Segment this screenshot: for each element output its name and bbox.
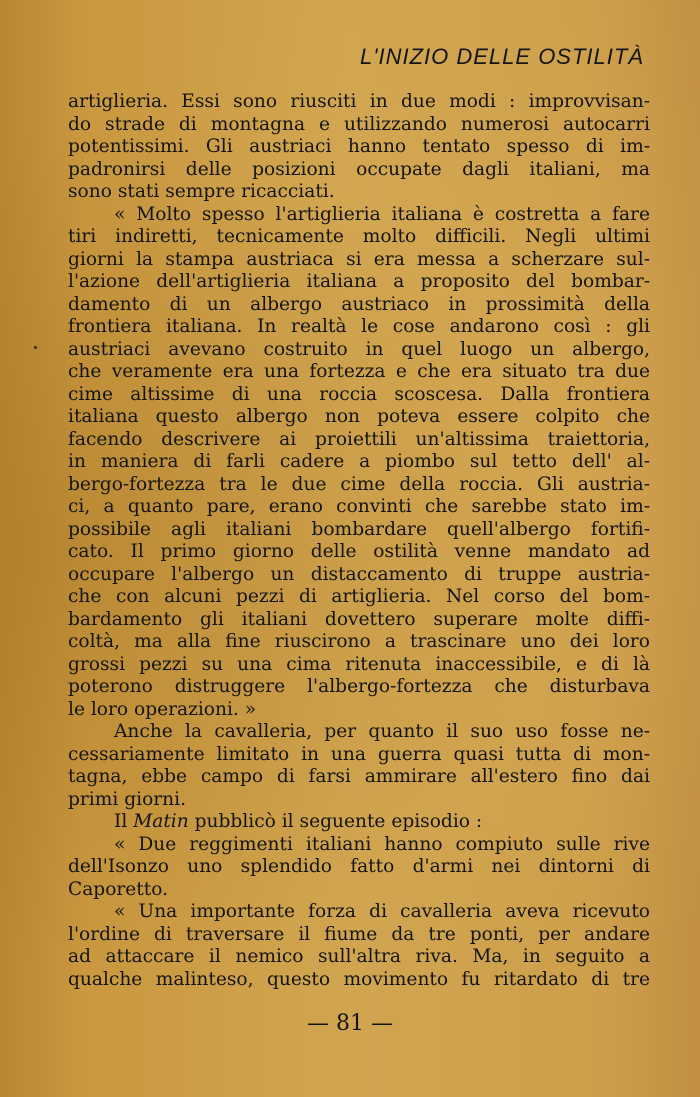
text-line: cime altissime di una roccia scoscesa. Dalla frontiera — [68, 383, 650, 405]
text-line: Anche la cavalleria, per quanto il suo uso fosse ne- — [114, 721, 650, 742]
text-line: Caporetto. — [68, 878, 169, 900]
newspaper-title: Matin — [133, 811, 189, 832]
text-line: primi giorni. — [68, 788, 186, 810]
text-line: italiana questo albergo non poteva essere colpito che — [68, 406, 650, 427]
text-line: do strade di montagna e utilizzando numerosi autocarri — [68, 113, 650, 135]
text-line: Il Matin pubblicò il seguente episodio : — [114, 811, 483, 832]
text-line: bergo-fortezza tra le due cime della roccia. Gli austria- — [68, 473, 650, 495]
text-line: qualche malinteso, questo movimento fu ritardato di tre — [68, 968, 650, 990]
text-line: giorni la stampa austriaca si era messa a scherzare sul- — [68, 248, 650, 270]
text-line: « Due reggimenti italiani hanno compiuto sulle rive — [114, 833, 650, 855]
text-line: le loro operazioni. » — [68, 698, 257, 720]
text-line: tagna, ebbe campo di farsi ammirare all'estero fino dai — [68, 766, 650, 787]
text-line: occupare l'albergo un distaccamento di truppe austria- — [68, 563, 650, 585]
text-line: grossi pezzi su una cima ritenuta inaccessibile, e di là — [68, 653, 650, 675]
text-line: frontiera italiana. In realtà le cose andarono così : gli — [68, 316, 650, 337]
text-line: che con alcuni pezzi di artiglieria. Nel corso del bom- — [68, 586, 650, 607]
text-line: l'azione dell'artiglieria italiana a proposito del bombar- — [68, 271, 650, 292]
text-line: « Molto spesso l'artiglieria italiana è costretta a fare — [114, 203, 650, 225]
running-head: L'INIZIO DELLE OSTILITÀ — [360, 44, 644, 69]
text-line: cato. Il primo giorno delle ostilità venne mandato ad — [68, 541, 650, 562]
text-line: potentissimi. Gli austriaci hanno tentato spesso di im- — [68, 136, 650, 157]
text-line: « Una importante forza di cavalleria aveva ricevuto — [114, 901, 650, 922]
text-line: possibile agli italiani bombardare quell'albergo fortifi- — [68, 518, 650, 540]
text-line: l'ordine di traversare il fiume da tre ponti, per andare — [68, 923, 650, 945]
text-line: tiri indiretti, tecnicamente molto difficili. Negli ultimi — [68, 226, 650, 247]
text-line: poterono distruggere l'albergo-fortezza che disturbava — [68, 676, 650, 697]
text-line: cessariamente limitato in una guerra quasi tutta di mon- — [68, 743, 650, 765]
text-line: austriaci avevano costruito in quel luogo un albergo, — [68, 338, 650, 360]
text-line: ad attaccare il nemico sull'altra riva. Ma, in seguito a — [68, 946, 650, 967]
body-text — [68, 91, 650, 991]
text-line: artiglieria. Essi sono riusciti in due modi : improvvisan- — [68, 91, 650, 112]
text-line: che veramente era una fortezza e che era situato tra due — [68, 361, 650, 382]
text-line: coltà, ma alla fine riuscirono a trascinare uno dei loro — [68, 631, 650, 652]
text-line: ci, a quanto pare, erano convinti che sarebbe stato im- — [68, 496, 650, 517]
page-number: — 81 — — [307, 1011, 393, 1036]
text-line: padronirsi delle posizioni occupate dagli italiani, ma — [68, 158, 650, 180]
text-line: damento di un albergo austriaco in prossimità della — [68, 293, 650, 315]
text-line: dell'Isonzo uno splendido fatto d'armi nei dintorni di — [68, 856, 650, 877]
text-line: sono stati sempre ricacciati. — [68, 181, 335, 202]
text-line: facendo descrivere ai proiettili un'altissima traiettoria, — [68, 428, 650, 450]
text-line: bardamento gli italiani dovettero superare molte diffi- — [68, 608, 650, 630]
margin-mark — [34, 346, 37, 349]
text-line: in maniera di farli cadere a piombo sul tetto dell' al- — [68, 451, 650, 472]
